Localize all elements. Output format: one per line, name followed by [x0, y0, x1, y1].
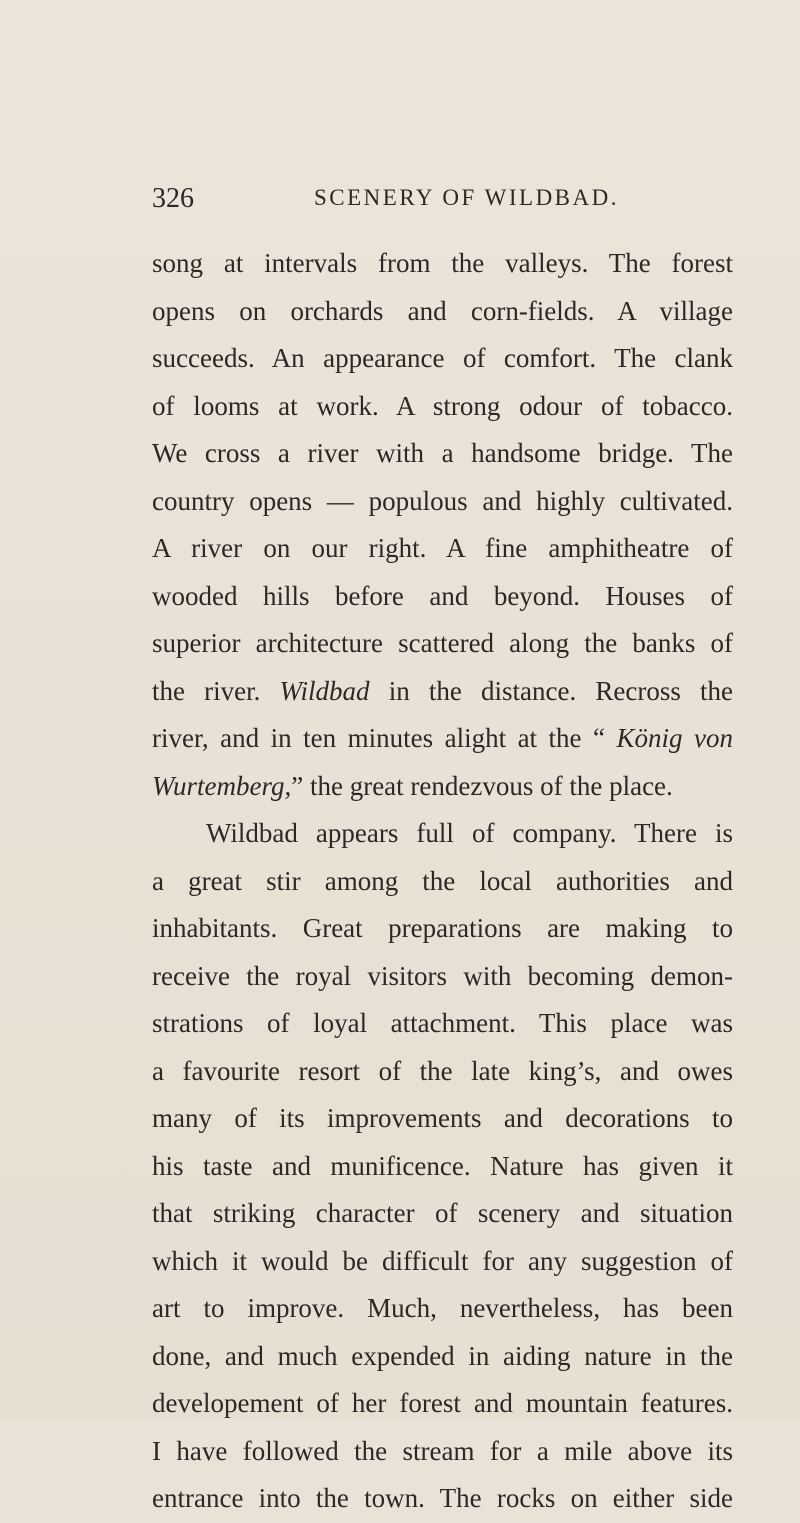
text-segment: wooded hills before and beyond. Houses of	[152, 580, 733, 611]
running-title: SCENERY OF WILDBAD.	[314, 185, 619, 210]
italic-text: Wurtemberg,	[152, 770, 292, 801]
text-segment: his taste and munificence. Nature has given it	[152, 1150, 733, 1181]
text-line	[152, 953, 733, 1001]
text-line	[152, 430, 733, 478]
text-segment: ” the great rendezvous of the place.	[291, 770, 673, 801]
text-segment: We cross a river with a handsome bridge. The	[152, 438, 733, 468]
body-text	[152, 240, 733, 1523]
text-segment: inhabitants. Great preparations are making to	[152, 913, 733, 943]
text-segment: A river on our right. A fine amphitheatre of	[152, 533, 733, 563]
text-segment: which it would be difficult for any suggestion of	[152, 1245, 733, 1276]
text-segment: in the distance. Recross the	[369, 675, 733, 706]
text-line	[152, 905, 733, 953]
text-segment: many of its improvements and decorations to	[152, 1103, 733, 1133]
text-line	[152, 1190, 733, 1238]
text-line	[152, 810, 733, 858]
text-line	[152, 763, 733, 811]
text-segment: succeeds. An appearance of comfort. The clank	[152, 343, 733, 373]
text-segment: of looms at work. A strong odour of tobacco.	[152, 390, 733, 421]
text-segment: entrance into the town. The rocks on either side	[152, 1483, 733, 1513]
text-line	[152, 1285, 733, 1333]
text-segment: that striking character of scenery and situation	[152, 1198, 733, 1228]
text-line	[152, 573, 733, 621]
italic-text: Wildbad	[279, 675, 370, 706]
text-line	[152, 1143, 733, 1191]
italic-text: König von	[616, 723, 734, 753]
page-number: 326	[152, 183, 194, 214]
text-line	[152, 620, 733, 668]
text-line	[152, 715, 733, 763]
text-segment: country opens — populous and highly cultivated.	[152, 485, 733, 516]
text-line	[152, 668, 733, 716]
text-line	[152, 1238, 733, 1286]
text-segment: a favourite resort of the late king’s, and owes	[152, 1055, 733, 1086]
text-segment: river, and in ten minutes alight at the “	[152, 723, 617, 753]
text-segment: art to improve. Much, nevertheless, has been	[152, 1293, 733, 1323]
text-line	[152, 1095, 733, 1143]
text-segment: Wildbad appears full of company. There is	[206, 818, 733, 848]
text-line	[152, 240, 733, 288]
text-segment: done, and much expended in aiding nature in the	[152, 1340, 733, 1371]
text-segment: superior architecture scattered along the banks of	[152, 628, 733, 658]
text-segment: the river.	[152, 675, 280, 706]
text-line	[152, 335, 733, 383]
text-segment: song at intervals from the valleys. The forest	[152, 248, 733, 278]
text-line	[152, 288, 733, 336]
text-line	[152, 525, 733, 573]
text-segment: I have followed the stream for a mile above its	[152, 1435, 733, 1466]
text-segment: opens on orchards and corn-fields. A village	[152, 295, 733, 326]
text-line	[152, 1000, 733, 1048]
text-line	[152, 1333, 733, 1381]
running-head	[152, 183, 732, 223]
text-segment: a great stir among the local authorities and	[152, 865, 733, 896]
text-line	[152, 858, 733, 906]
text-line	[152, 1048, 733, 1096]
text-line	[152, 478, 733, 526]
text-segment: strations of loyal attachment. This place was	[152, 1008, 733, 1038]
text-line	[152, 383, 733, 431]
text-segment: receive the royal visitors with becoming demon-	[152, 960, 733, 991]
text-line	[152, 1475, 733, 1523]
text-line	[152, 1428, 733, 1476]
text-segment: developement of her forest and mountain features.	[152, 1388, 733, 1418]
text-line	[152, 1380, 733, 1428]
